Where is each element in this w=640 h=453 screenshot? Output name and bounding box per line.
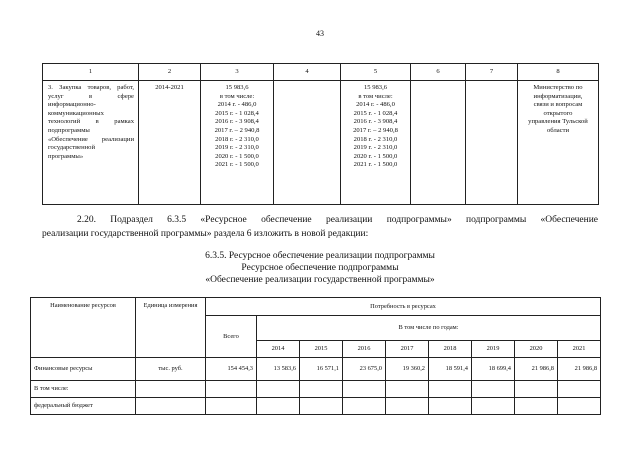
cell-line: подпрограммы [48,126,90,134]
cell-line: 2017 г. – 2 940,8 [353,126,398,134]
year-value [429,398,472,415]
cell-line: 2018 г. - 2 310,0 [353,135,398,143]
year-value [386,398,429,415]
column-number: 5 [341,64,411,81]
year-value: 16 571,1 [300,358,343,381]
cell-line: 2019 г. - 2 310,0 [353,144,398,152]
cell-line: открытого [543,109,573,117]
cell-line: связи и вопросам [533,101,583,109]
total-cell [206,398,257,415]
year-value: 19 360,2 [386,358,429,381]
year-value: 13 583,6 [257,358,300,381]
year-value [515,381,558,398]
year-value: 23 675,0 [343,358,386,381]
cell-line: 2020 г. - 1 500,0 [215,152,259,160]
cell-line: 2014 г. - 486,0 [217,101,257,109]
cell-line: области [546,126,570,134]
column-number: 1 [43,64,139,81]
year-header: 2020 [515,341,558,358]
total-cell [206,381,257,398]
table-row [31,381,601,398]
subprogram-measures-table [42,63,599,205]
cell-line: в том числе: [219,92,255,100]
table-row [43,81,599,205]
year-value [472,381,515,398]
cell-line: «Обеспечение реализации [48,135,134,143]
amendment-paragraph [42,213,598,241]
year-value: 18 699,4 [472,358,515,381]
cell-line: 2021 г. - 1 500,0 [353,161,398,169]
cell-line: информационно- [48,101,96,109]
year-value [257,398,300,415]
table-header-row [31,298,601,316]
table-row [31,398,601,415]
total-cell: 154 454,3 [206,358,257,381]
unit-cell [136,381,206,398]
cell-line: технологий в рамках [48,118,134,126]
paragraph-line: 2.20. Подраздел 6.3.5 «Ресурсное обеспечение реализации подпрограммы» подпрограммы «Обеспечение [77,215,598,225]
page-number: 43 [316,29,324,38]
cell-line: 2018 г. - 2 310,0 [215,135,259,143]
year-value [343,381,386,398]
year-value: 18 591,4 [429,358,472,381]
funding-total-cell [201,81,274,205]
year-header: 2018 [429,341,472,358]
table-row [31,358,601,381]
empty-cell [274,81,341,205]
paragraph-line: реализации государственной программы» раздела 6 изложить в новой редакции: [42,229,369,239]
year-value [386,381,429,398]
empty-cell [466,81,518,205]
total-header: Всего [206,316,257,358]
resources-header: Наименование ресурсов [31,298,136,358]
cell-line: 15 983,6 [225,84,249,91]
unit-cell [136,398,206,415]
column-number: 2 [139,64,201,81]
cell-line: 2015 г. - 1 028,4 [215,109,259,117]
column-number: 6 [411,64,466,81]
year-value [558,398,601,415]
need-header: Потребность в ресурсах [206,298,601,316]
year-value [515,398,558,415]
year-value: 21 986,8 [515,358,558,381]
cell-line: 3. Закупка товаров, работ, [48,84,134,91]
cell-line: государственной [48,144,95,152]
unit-header: Единица измерения [136,298,206,358]
empty-cell [411,81,466,205]
section-heading: «Обеспечение реализации государственной программы» [205,275,435,285]
year-header: 2017 [386,341,429,358]
unit-cell: тыс. руб. [136,358,206,381]
cell-line: 2016 г. - 3 908,4 [353,118,398,126]
measure-name-cell [43,81,139,205]
resource-name: Финансовые ресурсы [31,358,136,381]
column-number: 4 [274,64,341,81]
section-heading: 6.3.5. Ресурсное обеспечение реализации подпрограммы [205,251,435,261]
period-cell: 2014-2021 [139,81,201,205]
year-value: 21 986,8 [558,358,601,381]
cell-line: 2015 г. - 1 028,4 [353,109,398,117]
column-number: 7 [466,64,518,81]
year-value [429,381,472,398]
funding-regional-cell [341,81,411,205]
column-number: 3 [201,64,274,81]
resource-name: федеральный бюджет [31,398,136,415]
resource-table [30,297,601,415]
section-heading: Ресурсное обеспечение подпрограммы [241,263,399,273]
column-number: 8 [518,64,599,81]
year-value [343,398,386,415]
cell-line: 2019 г. - 2 310,0 [215,144,259,152]
cell-line: 2014 г. - 486,0 [356,101,395,109]
table-header-row [43,64,599,81]
cell-line: программы» [48,152,84,160]
year-header: 2021 [558,341,601,358]
year-value [300,381,343,398]
cell-line: управления Тульской [528,118,588,126]
cell-line: 2021 г. - 1 500,0 [215,161,259,169]
cell-line: 15 983,6 [363,84,388,91]
cell-line: 2016 г. - 3 908,4 [215,118,259,126]
resource-name: В том числе: [31,381,136,398]
year-value [472,398,515,415]
cell-line: информатизации, [533,92,583,100]
cell-line: 2020 г. - 1 500,0 [353,152,398,160]
cell-line: 2017 г. – 2 940,8 [214,126,260,134]
year-value [558,381,601,398]
cell-line: услуг в сфере [48,92,134,100]
year-value [300,398,343,415]
year-header: 2019 [472,341,515,358]
year-header: 2014 [257,341,300,358]
cell-line: коммуникационных [48,109,104,117]
responsible-executor-cell [518,81,599,205]
year-header: 2016 [343,341,386,358]
cell-line: Министерство по [533,84,583,91]
year-header: 2015 [300,341,343,358]
cell-line: в том числе: [358,92,393,100]
by-years-header: В том числе по годам: [257,316,601,341]
year-value [257,381,300,398]
